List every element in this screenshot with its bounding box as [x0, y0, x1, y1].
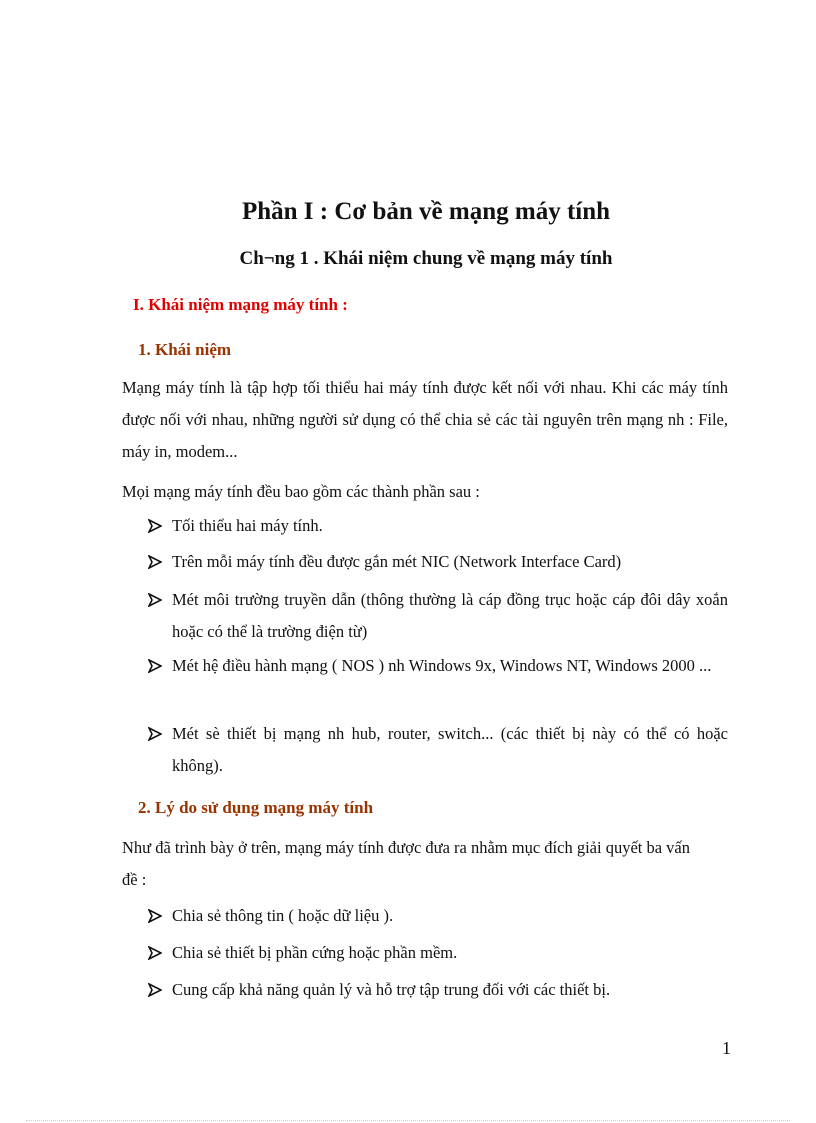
list-item: [148, 510, 728, 542]
list-item-text: Mét môi trường truyền dẫn (thông thường là cáp đồng trục hoặc cáp đôi dây xoắn hoặc có thể là trường điện từ): [172, 590, 728, 641]
subsection-heading-concept: 1. Khái niệm: [138, 340, 232, 359]
list-item: [148, 718, 728, 782]
paragraph-definition: Mạng máy tính là tập hợp tối thiểu hai máy tính được kết nối với nhau. Khi các máy tính được nối với nhau, những người sử dụng có thể chia sẻ các tài nguyên trên mạng nh : File, máy in, modem...: [122, 378, 728, 461]
paragraph-reasons-intro: Như đã trình bày ở trên, mạng máy tính được đưa ra nhằm mục đích giải quyết ba vấn đề :: [122, 838, 691, 889]
list-item-text: Mét hệ điều hành mạng ( NOS ) nh Windows 9x, Windows NT, Windows 2000 ...: [172, 656, 712, 675]
section-heading: I. Khái niệm mạng máy tính :: [133, 295, 348, 314]
list-item: [148, 546, 728, 578]
list-item: [148, 650, 728, 682]
page-title: Phần I : Cơ bản về mạng máy tính: [241, 198, 611, 225]
arrowhead-bullet-icon: [148, 584, 166, 607]
arrowhead-bullet-icon: [148, 974, 166, 997]
list-item-text: Trên mỗi máy tính đều được gắn mét NIC (Network Interface Card): [172, 552, 622, 571]
page-bottom-divider: [26, 1120, 790, 1121]
arrowhead-bullet-icon: [148, 900, 166, 923]
paragraph-components-intro: Mọi mạng máy tính đều bao gồm các thành phần sau :: [122, 482, 480, 501]
arrowhead-bullet-icon: [148, 510, 166, 533]
list-item-text: Cung cấp khả năng quản lý và hỗ trợ tập trung đối với các thiết bị.: [172, 980, 611, 999]
list-item: [148, 974, 728, 1006]
list-item-text: Chia sẻ thông tin ( hoặc dữ liệu ).: [172, 906, 394, 925]
arrowhead-bullet-icon: [148, 546, 166, 569]
arrowhead-bullet-icon: [148, 937, 166, 960]
list-item-text: Chia sẻ thiết bị phần cứng hoặc phần mềm.: [172, 943, 458, 962]
chapter-title: Ch¬ng 1 . Khái niệm chung về mạng máy tính: [239, 248, 613, 269]
list-item: [148, 937, 728, 969]
list-item-text: Tối thiểu hai máy tính.: [172, 516, 323, 535]
list-item: [148, 900, 728, 932]
arrowhead-bullet-icon: [148, 650, 166, 673]
arrowhead-bullet-icon: [148, 718, 166, 741]
page-number: 1: [722, 1038, 731, 1058]
list-item: [148, 584, 728, 648]
subsection-heading-reasons: 2. Lý do sử dụng mạng máy tính: [138, 798, 374, 817]
list-item-text: Mét sè thiết bị mạng nh hub, router, switch... (các thiết bị này có thể có hoặc không).: [172, 724, 728, 775]
